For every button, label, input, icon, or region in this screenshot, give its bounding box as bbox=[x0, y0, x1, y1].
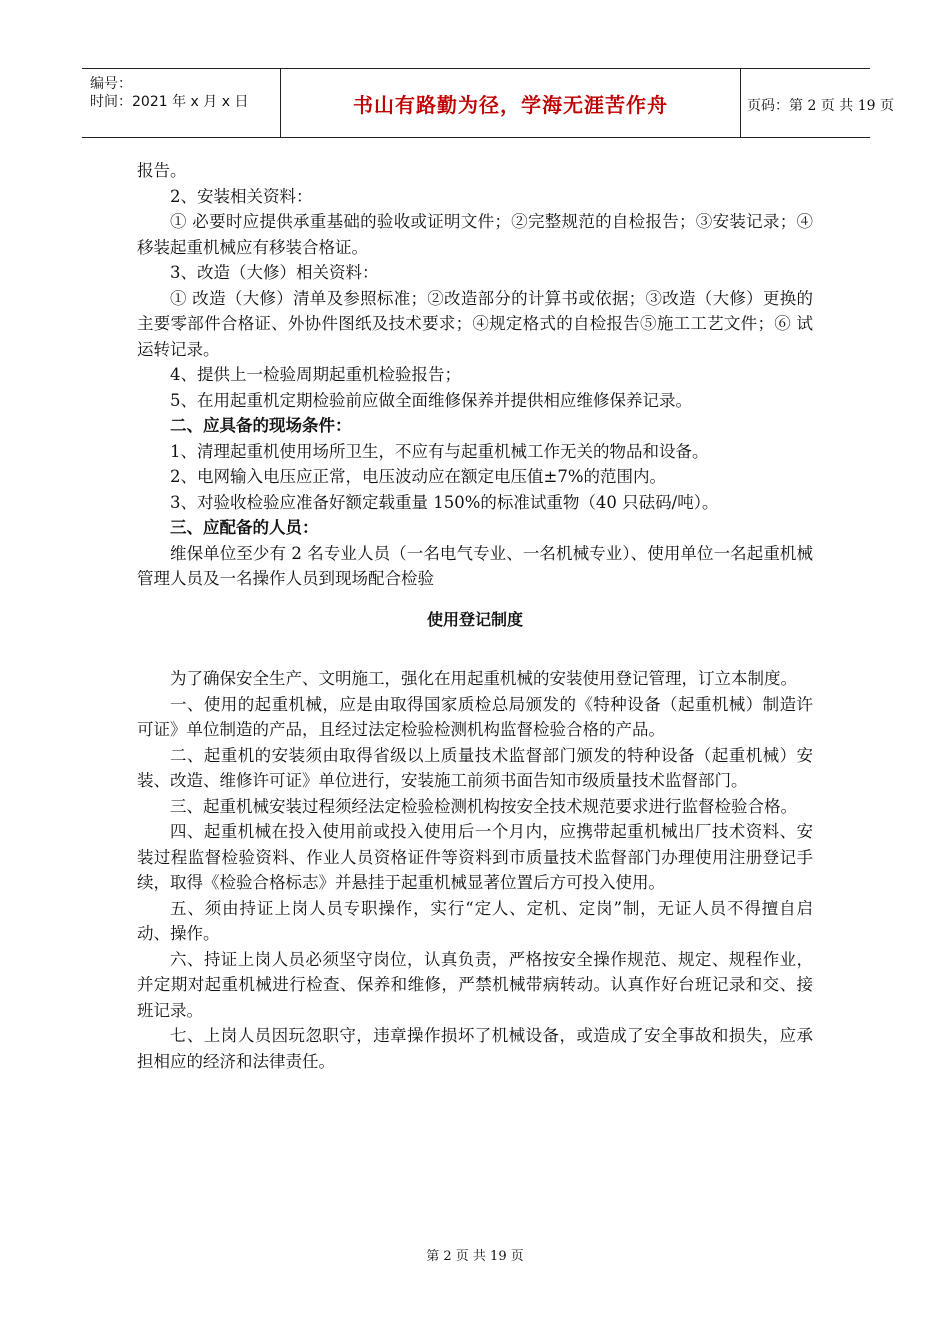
paragraph: 三、起重机械安装过程须经法定检验检测机构按安全技术规范要求进行监督检验合格。 bbox=[170, 796, 797, 816]
page-header bbox=[82, 68, 894, 138]
requirements-section bbox=[137, 158, 813, 592]
paragraph: 六、持证上岗人员必须坚守岗位，认真负责，严格按安全操作规范、规定、规程作业，并定期对起重机械进行检查、保养和维修，严禁机械带病转动。认真作好台班记录和交、接班记录。 bbox=[137, 949, 813, 1020]
paragraph: 四、起重机械在投入使用前或投入使用后一个月内，应携带起重机械出厂技术资料、安装过程监督检验资料、作业人员资格证件等资料到市质量技术监督部门办理使用注册登记手续，取得《检验合格标志》并悬挂于起重机械显著位置后方可投入使用。 bbox=[137, 822, 813, 892]
paragraph: 2、电网输入电压应正常，电压波动应在额定电压值±7%的范围内。 bbox=[170, 467, 666, 486]
paragraph: ① 改造（大修）清单及参照标准；②改造部分的计算书或依据；③改造（大修）更换的主要零部件合格证、外协件图纸及技术要求；④规定格式的自检报告⑤施工工艺文件；⑥ 试运转记录。 bbox=[137, 288, 813, 359]
document-number-label: 编号： bbox=[90, 76, 132, 92]
paragraph: 二、起重机的安装须由取得省级以上质量技术监督部门颁发的特种设备（起重机械）安装、改造、维修许可证》单位进行，安装施工前须书面告知市级质量技术监督部门。 bbox=[137, 745, 813, 790]
paragraph: 七、上岗人员因玩忽职守，违章操作损坏了机械设备，或造成了安全事故和损失，应承担相应的经济和法律责任。 bbox=[137, 1026, 813, 1071]
header-page-label: 页码：第 2 页 共 19 页 bbox=[747, 98, 894, 114]
paragraph: 3、对验收检验应准备好额定载重量 150%的标准试重物（40 只砝码/吨）。 bbox=[170, 492, 719, 512]
header-motto: 书山有路勤为径，学海无涯苦作舟 bbox=[353, 93, 668, 117]
section-heading: 二、应具备的现场条件： bbox=[170, 416, 352, 435]
section-heading: 三、应配备的人员： bbox=[170, 518, 319, 537]
header-middle-cell bbox=[280, 69, 741, 137]
header-left-cell bbox=[82, 69, 280, 137]
paragraph: 2、安装相关资料： bbox=[170, 186, 313, 206]
paragraph: 1、清理起重机使用场所卫生，不应有与起重机械工作无关的物品和设备。 bbox=[170, 441, 709, 461]
paragraph: 4、提供上一检验周期起重机检验报告； bbox=[170, 365, 461, 384]
paragraph: ① 必要时应提供承重基础的验收或证明文件；②完整规范的自检报告；③安装记录；④ 移装起重机械应有移装合格证。 bbox=[137, 212, 813, 257]
paragraph: 3、改造（大修）相关资料： bbox=[170, 263, 379, 282]
document-title: 使用登记制度 bbox=[426, 610, 523, 629]
registration-rules-section bbox=[137, 666, 813, 1074]
paragraph: 五、须由持证上岗人员专职操作，实行“定人、定机、定岗”制，无证人员不得擅自启动、操作。 bbox=[137, 898, 813, 943]
page-footer: 第 2 页 共 19 页 bbox=[426, 1249, 524, 1264]
paragraph: 5、在用起重机定期检验前应做全面维修保养并提供相应维修保养记录。 bbox=[170, 390, 692, 410]
paragraph: 维保单位至少有 2 名专业人员（一名电气专业、一名机械专业）、使用单位一名起重机械管理人员及一名操作人员到现场配合检验 bbox=[137, 543, 813, 588]
paragraph: 一、使用的起重机械，应是由取得国家质检总局颁发的《特种设备（起重机械）制造许可证》单位制造的产品，且经过法定检验检测机构监督检验合格的产品。 bbox=[137, 694, 813, 739]
header-right-cell bbox=[739, 69, 894, 137]
paragraph: 报告。 bbox=[137, 161, 187, 180]
paragraph: 为了确保安全生产、文明施工，强化在用起重机械的安装使用登记管理，订立本制度。 bbox=[170, 669, 797, 688]
document-date-label: 时间：2021 年 x 月 x 日 bbox=[90, 94, 249, 110]
